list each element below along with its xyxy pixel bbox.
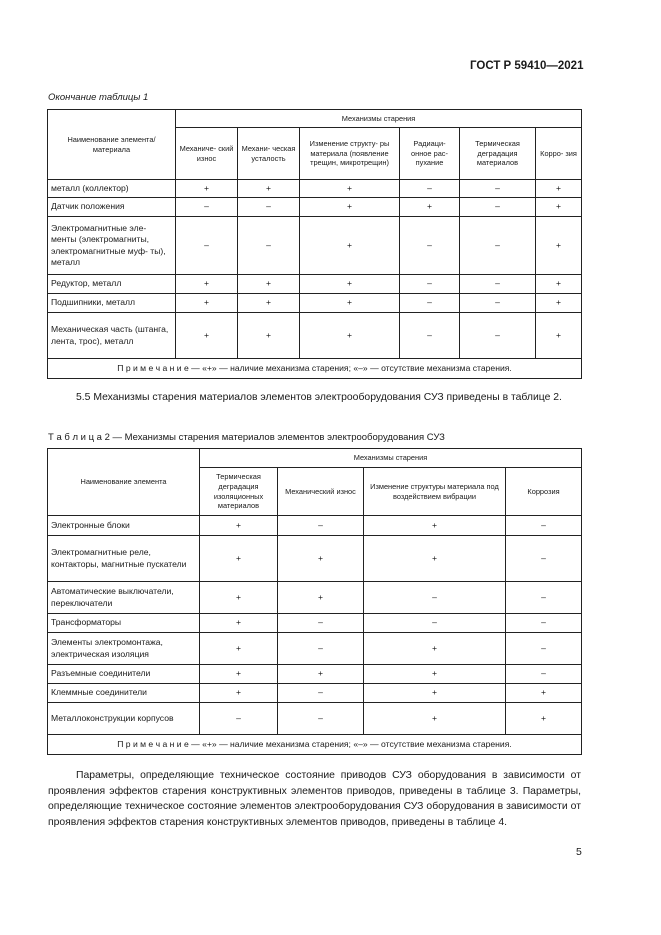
table2-caption: Т а б л и ц а 2 — Механизмы старения материалов элементов электрооборудования СУЗ (48, 432, 445, 443)
cell: + (300, 180, 400, 198)
table-row (48, 684, 582, 703)
cell: – (506, 536, 582, 582)
paragraph-5-5: 5.5 Механизмы старения материалов элементов электрооборудования СУЗ приведены в таблице 2. (76, 392, 562, 403)
row-label: Трансформаторы (48, 614, 200, 633)
cell: + (506, 703, 582, 735)
row-label: металл (коллектор) (48, 180, 176, 198)
row-label: Датчик положения (48, 198, 176, 217)
table-row (48, 180, 582, 198)
table2-col-header: Термическая деградация изоляционных материалов (200, 468, 278, 516)
aging-table-2 (47, 448, 582, 755)
cell: – (460, 294, 536, 313)
table1-col-header: Корро- зия (536, 128, 582, 180)
table-row (48, 294, 582, 313)
cell: + (176, 275, 238, 294)
table-row (48, 516, 582, 536)
cell: + (200, 536, 278, 582)
table-row (48, 313, 582, 359)
cell: + (364, 633, 506, 665)
cell: + (176, 294, 238, 313)
cell: – (400, 313, 460, 359)
table2-group-header: Механизмы старения (200, 449, 582, 468)
standard-number: ГОСТ Р 59410—2021 (470, 60, 584, 72)
aging-table-1 (47, 109, 582, 379)
cell: – (400, 275, 460, 294)
cell: + (536, 313, 582, 359)
cell: – (460, 313, 536, 359)
cell: – (176, 198, 238, 217)
cell: + (200, 633, 278, 665)
table1-col-header: Радиаци- онное рас- пухание (400, 128, 460, 180)
cell: – (176, 217, 238, 275)
cell: – (506, 614, 582, 633)
cell: – (460, 198, 536, 217)
row-label: Механическая часть (штанга, лента, трос), металл (48, 313, 176, 359)
cell: + (536, 294, 582, 313)
cell: – (278, 703, 364, 735)
cell: + (200, 614, 278, 633)
cell: – (506, 516, 582, 536)
cell: – (278, 614, 364, 633)
cell: + (536, 198, 582, 217)
table2-name-header: Наименование элемента (48, 449, 200, 516)
cell: + (200, 516, 278, 536)
cell: – (364, 614, 506, 633)
cell: + (536, 217, 582, 275)
table1-col-header: Изменение структу- ры материала (появление трещин, микротрещин) (300, 128, 400, 180)
cell: + (176, 313, 238, 359)
cell: + (300, 217, 400, 275)
cell: – (460, 180, 536, 198)
table2-note: П р и м е ч а н и е — «+» — наличие механизма старения; «–» — отсутствие механизма старения. (48, 735, 582, 755)
cell: + (200, 684, 278, 703)
row-label: Автоматические выключатели, переключатели (48, 582, 200, 614)
row-label: Редуктор, металл (48, 275, 176, 294)
cell: + (278, 665, 364, 684)
table-row (48, 582, 582, 614)
row-label: Электромагнитные реле, контакторы, магнитные пускатели (48, 536, 200, 582)
table1-col-header: Механиче- ский износ (176, 128, 238, 180)
table1-caption: Окончание таблицы 1 (48, 92, 149, 103)
cell: + (536, 275, 582, 294)
row-label: Элементы электромонтажа, электрическая изоляция (48, 633, 200, 665)
cell: – (238, 217, 300, 275)
cell: + (364, 684, 506, 703)
cell: + (536, 180, 582, 198)
cell: + (300, 294, 400, 313)
cell: – (506, 582, 582, 614)
table-row (48, 198, 582, 217)
table1-note: П р и м е ч а н и е — «+» — наличие механизма старения; «–» — отсутствие механизма старения. (48, 359, 582, 379)
table1-group-header: Механизмы старения (176, 110, 582, 128)
row-label: Подшипники, металл (48, 294, 176, 313)
table-row (48, 633, 582, 665)
cell: – (278, 633, 364, 665)
cell: + (200, 665, 278, 684)
row-label: Клеммные соединители (48, 684, 200, 703)
cell: – (238, 198, 300, 217)
cell: – (278, 516, 364, 536)
cell: + (278, 582, 364, 614)
row-label: Разъемные соединители (48, 665, 200, 684)
paragraph-final: Параметры, определяющие техническое состояние приводов СУЗ оборудования в зависимости от проявления эффектов старения конструктивных элементов приводов, приведены в таблице 3. Параметры, определяющие техническое состояние элементов электрооборудования СУЗ оборудования в зависимости от проявления эффектов старения конструктивных элементов приводов, приведены в таблице 4. (48, 770, 581, 828)
cell: + (506, 684, 582, 703)
table-row (48, 703, 582, 735)
row-label: Металлоконструкции корпусов (48, 703, 200, 735)
cell: + (238, 275, 300, 294)
cell: + (364, 516, 506, 536)
cell: + (176, 180, 238, 198)
cell: – (278, 684, 364, 703)
table1-col-header: Термическая деградация материалов (460, 128, 536, 180)
cell: + (278, 536, 364, 582)
table1-col-header: Механи- ческая усталость (238, 128, 300, 180)
cell: + (364, 703, 506, 735)
cell: + (200, 582, 278, 614)
cell: – (506, 665, 582, 684)
table2-col-header: Механический износ (278, 468, 364, 516)
cell: – (506, 633, 582, 665)
cell: + (238, 313, 300, 359)
table-row (48, 217, 582, 275)
table2-col-header: Изменение структуры материала под воздействием вибрации (364, 468, 506, 516)
cell: + (238, 180, 300, 198)
table-row (48, 536, 582, 582)
cell: – (400, 217, 460, 275)
cell: – (200, 703, 278, 735)
cell: + (238, 294, 300, 313)
cell: – (400, 294, 460, 313)
cell: + (364, 665, 506, 684)
cell: + (300, 313, 400, 359)
cell: + (300, 198, 400, 217)
row-label: Электронные блоки (48, 516, 200, 536)
table1-name-header: Наименование элемента/ материала (48, 110, 176, 180)
table-row (48, 665, 582, 684)
table2-col-header: Коррозия (506, 468, 582, 516)
table-row (48, 275, 582, 294)
table-row (48, 614, 582, 633)
cell: + (364, 536, 506, 582)
cell: – (400, 180, 460, 198)
cell: – (460, 275, 536, 294)
cell: – (460, 217, 536, 275)
cell: + (300, 275, 400, 294)
cell: + (400, 198, 460, 217)
cell: – (364, 582, 506, 614)
row-label: Электромагнитные эле- менты (электромагниты, электромагнитные муф- ты), металл (48, 217, 176, 275)
page-number: 5 (576, 846, 582, 858)
